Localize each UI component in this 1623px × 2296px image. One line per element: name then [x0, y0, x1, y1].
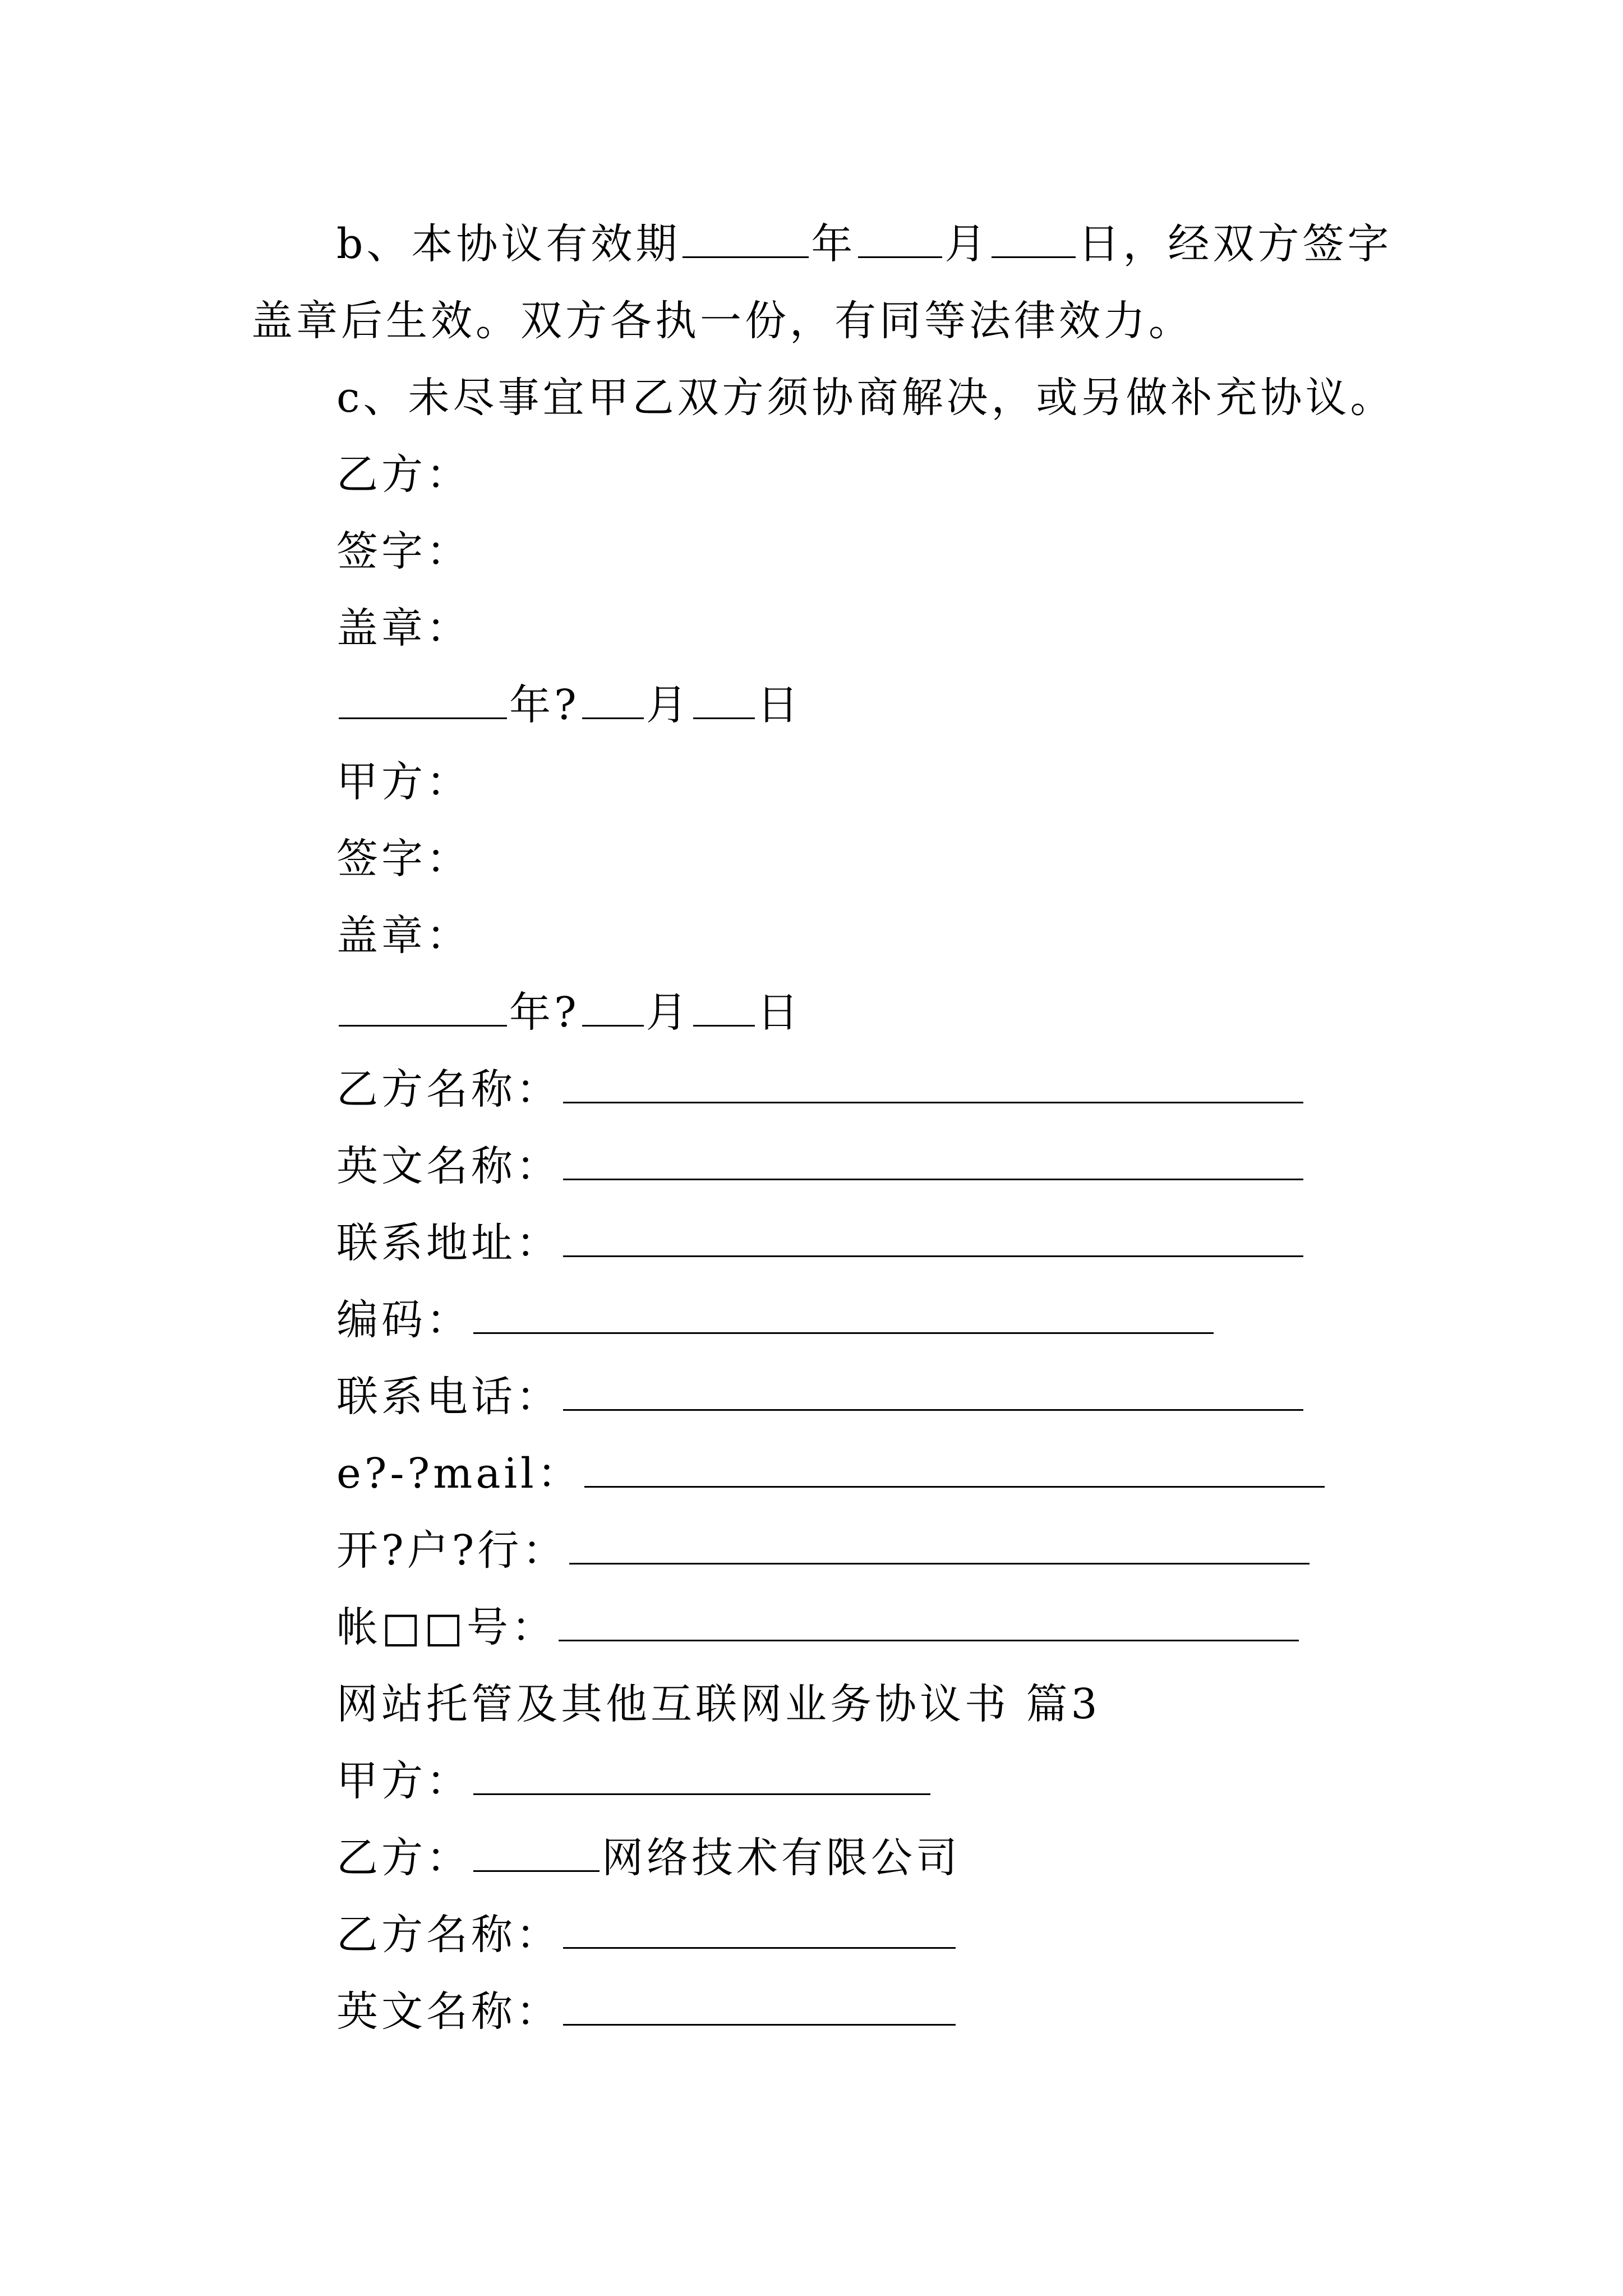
section3-party-b-suffix: 网络技术有限公司	[602, 1834, 961, 1882]
field-email-label: e?-?mail：	[336, 1450, 582, 1498]
field-bank-label: 开?户?行：	[336, 1526, 568, 1575]
section3-party-b	[336, 1830, 961, 1886]
party-b-label: 乙方：	[336, 450, 471, 499]
field-address-blank	[563, 1218, 1303, 1257]
section3-name	[336, 1907, 958, 1963]
party-a-date-month: 月	[645, 988, 691, 1037]
date-day-blank	[693, 680, 755, 719]
day-blank	[992, 219, 1076, 258]
field-bank	[336, 1522, 1312, 1579]
section3-party-b-label: 乙方：	[336, 1834, 471, 1882]
clause-b-line2: 盖章后生效。双方各执一份，有同等法律效力。	[251, 297, 1193, 345]
party-a-date	[336, 984, 802, 1041]
field-name-blank	[563, 1065, 1303, 1103]
field-address	[336, 1215, 1306, 1271]
field-address-label: 联系地址：	[336, 1219, 561, 1267]
party-a-date-day: 日	[757, 988, 802, 1037]
clause-c: c、未尽事宜甲乙双方须协商解决，或另做补充协议。	[336, 374, 1395, 422]
section3-title: 网站托管及其他互联网业务协议书 篇3	[336, 1680, 1101, 1728]
section3-party-b-blank	[473, 1833, 600, 1872]
party-b-date	[336, 677, 802, 733]
section3-english-name-blank	[563, 1987, 956, 2026]
section3-name-blank	[563, 1910, 956, 1949]
party-a-date-year: 年?	[509, 988, 580, 1037]
date-year-blank	[339, 680, 507, 719]
field-english-name-label: 英文名称：	[336, 1142, 561, 1190]
party-b-sign-label: 签字：	[336, 527, 471, 576]
section3-party-a	[336, 1753, 933, 1809]
field-account	[336, 1599, 1301, 1655]
section3-party-a-blank	[473, 1756, 930, 1795]
clause-b-day-suffix: 日，经双方签字	[1078, 220, 1393, 268]
clause-b-month: 月	[944, 220, 990, 268]
section3-english-name	[336, 1984, 958, 2040]
field-phone	[336, 1369, 1306, 1425]
clause-b-line1	[336, 216, 1392, 272]
date-day-blank	[693, 988, 755, 1027]
party-a-seal-label: 盖章：	[336, 912, 471, 960]
field-email	[336, 1446, 1327, 1502]
date-month-blank	[582, 988, 644, 1027]
field-phone-label: 联系电话：	[336, 1373, 561, 1421]
field-email-blank	[584, 1449, 1325, 1488]
date-year-blank	[339, 988, 507, 1027]
party-b-date-day: 日	[757, 681, 802, 729]
field-code-blank	[473, 1295, 1214, 1334]
field-name-label: 乙方名称：	[336, 1065, 561, 1114]
field-english-name	[336, 1138, 1306, 1194]
party-b-seal-label: 盖章：	[336, 604, 471, 652]
party-b-date-month: 月	[645, 681, 691, 729]
month-blank	[858, 219, 942, 258]
field-english-name-blank	[563, 1142, 1303, 1180]
year-blank	[683, 219, 809, 258]
field-account-blank	[559, 1603, 1299, 1641]
field-bank-blank	[569, 1526, 1310, 1565]
party-b-date-year: 年?	[509, 681, 580, 729]
field-phone-blank	[563, 1372, 1303, 1411]
field-code	[336, 1292, 1216, 1348]
date-month-blank	[582, 680, 644, 719]
clause-b-year: 年	[811, 220, 856, 268]
field-name	[336, 1061, 1306, 1117]
field-account-label: 帐□□号：	[336, 1603, 556, 1651]
field-code-label: 编码：	[336, 1296, 471, 1344]
party-a-label: 甲方：	[336, 758, 471, 806]
section3-party-a-label: 甲方：	[336, 1757, 471, 1805]
party-a-sign-label: 签字：	[336, 835, 471, 883]
clause-b-prefix: b、本协议有效期	[336, 220, 681, 268]
section3-english-name-label: 英文名称：	[336, 1987, 561, 2036]
section3-name-label: 乙方名称：	[336, 1911, 561, 1959]
